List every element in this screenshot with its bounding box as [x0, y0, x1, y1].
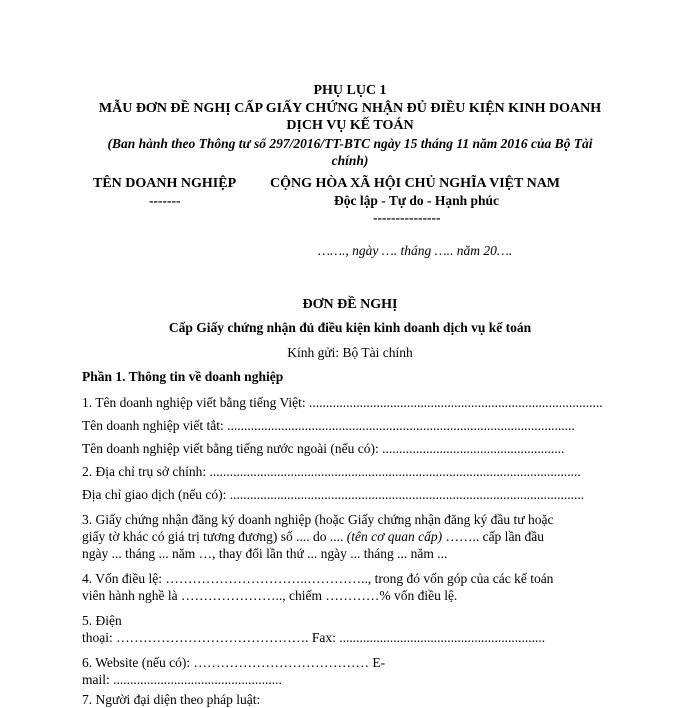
company-dashes: ------- — [149, 193, 181, 208]
field-phone-line1: 5. Điện — [82, 613, 122, 628]
cert-issuer-placeholder: (tên cơ quan cấp) — [346, 529, 443, 544]
field-phone-line2: thoại: ……………………………………. Fax: ............................................................. — [82, 630, 546, 645]
field-capital-line1: 4. Vốn điều lệ: …………………………..………….., trong đó vốn góp của các kế toán — [82, 571, 554, 586]
issued-note-line2: chính) — [331, 153, 369, 168]
request-title: ĐƠN ĐỀ NGHỊ — [302, 297, 398, 312]
field-txn-address: Địa chỉ giao dịch (nếu có): ......................................................................................................... — [82, 487, 585, 502]
cert-line2-part3: …….. cấp lần đầu — [442, 529, 545, 544]
addressee: Kính gửi: Bộ Tài chính — [287, 345, 413, 360]
field-rep-line1: 7. Người đại diện theo pháp luật: — [82, 692, 261, 707]
cert-line2-part1: giấy tờ khác có giá trị tương đương) số .... do .... — [82, 529, 347, 544]
issued-note-line1: (Ban hành theo Thông tư số 297/2016/TT-BTC ngày 15 tháng 11 năm 2016 của Bộ Tài — [107, 136, 593, 151]
republic-heading: CỘNG HÒA XÃ HỘI CHỦ NGHĨA VIỆT NAM — [270, 176, 561, 191]
field-cert-line1: 3. Giấy chứng nhận đăng ký doanh nghiệp (hoặc Giấy chứng nhận đăng ký đầu tư hoặc — [82, 512, 554, 527]
form-title-line1: MẪU ĐƠN ĐỀ NGHỊ CẤP GIẤY CHỨNG NHẬN ĐỦ ĐIỀU KIỆN KINH DOANH — [98, 101, 602, 116]
company-name-label: TÊN DOANH NGHIỆP — [93, 176, 237, 191]
field-web-line1: 6. Website (nếu có): ………………………………… E- — [82, 655, 386, 670]
annex-label: PHỤ LỤC 1 — [313, 83, 387, 98]
form-title-line2: DỊCH VỤ KẾ TOÁN — [286, 118, 414, 133]
field-web-line2: mail: .................................................. — [82, 672, 282, 687]
field-vn-name: 1. Tên doanh nghiệp viết bằng tiếng Việt: ....................................................................................... — [82, 395, 603, 410]
motto-dashes: --------------- — [373, 210, 441, 225]
date-line: ……., ngày …. tháng ….. năm 20…. — [318, 243, 513, 258]
section1-heading: Phần 1. Thông tin về doanh nghiệp — [82, 369, 284, 384]
request-subtitle: Cấp Giấy chứng nhận đủ điều kiện kinh doanh dịch vụ kế toán — [168, 320, 532, 335]
field-cert-line3: ngày ... tháng ... năm …, thay đổi lần thứ ... ngày ... tháng ... năm ... — [82, 546, 448, 561]
field-foreign-name: Tên doanh nghiệp viết bằng tiếng nước ngoài (nếu có): ...................................................... — [82, 441, 565, 456]
national-motto: Độc lập - Tự do - Hạnh phúc — [334, 193, 500, 208]
field-capital-line2: viên hành nghề là ………………….., chiếm …………% vốn điều lệ. — [82, 588, 458, 603]
field-short-name: Tên doanh nghiệp viết tắt: ....................................................................................................... — [82, 418, 575, 433]
field-cert-line2 — [82, 529, 544, 545]
field-hq-address: 2. Địa chỉ trụ sở chính: .............................................................................................................. — [82, 464, 581, 479]
